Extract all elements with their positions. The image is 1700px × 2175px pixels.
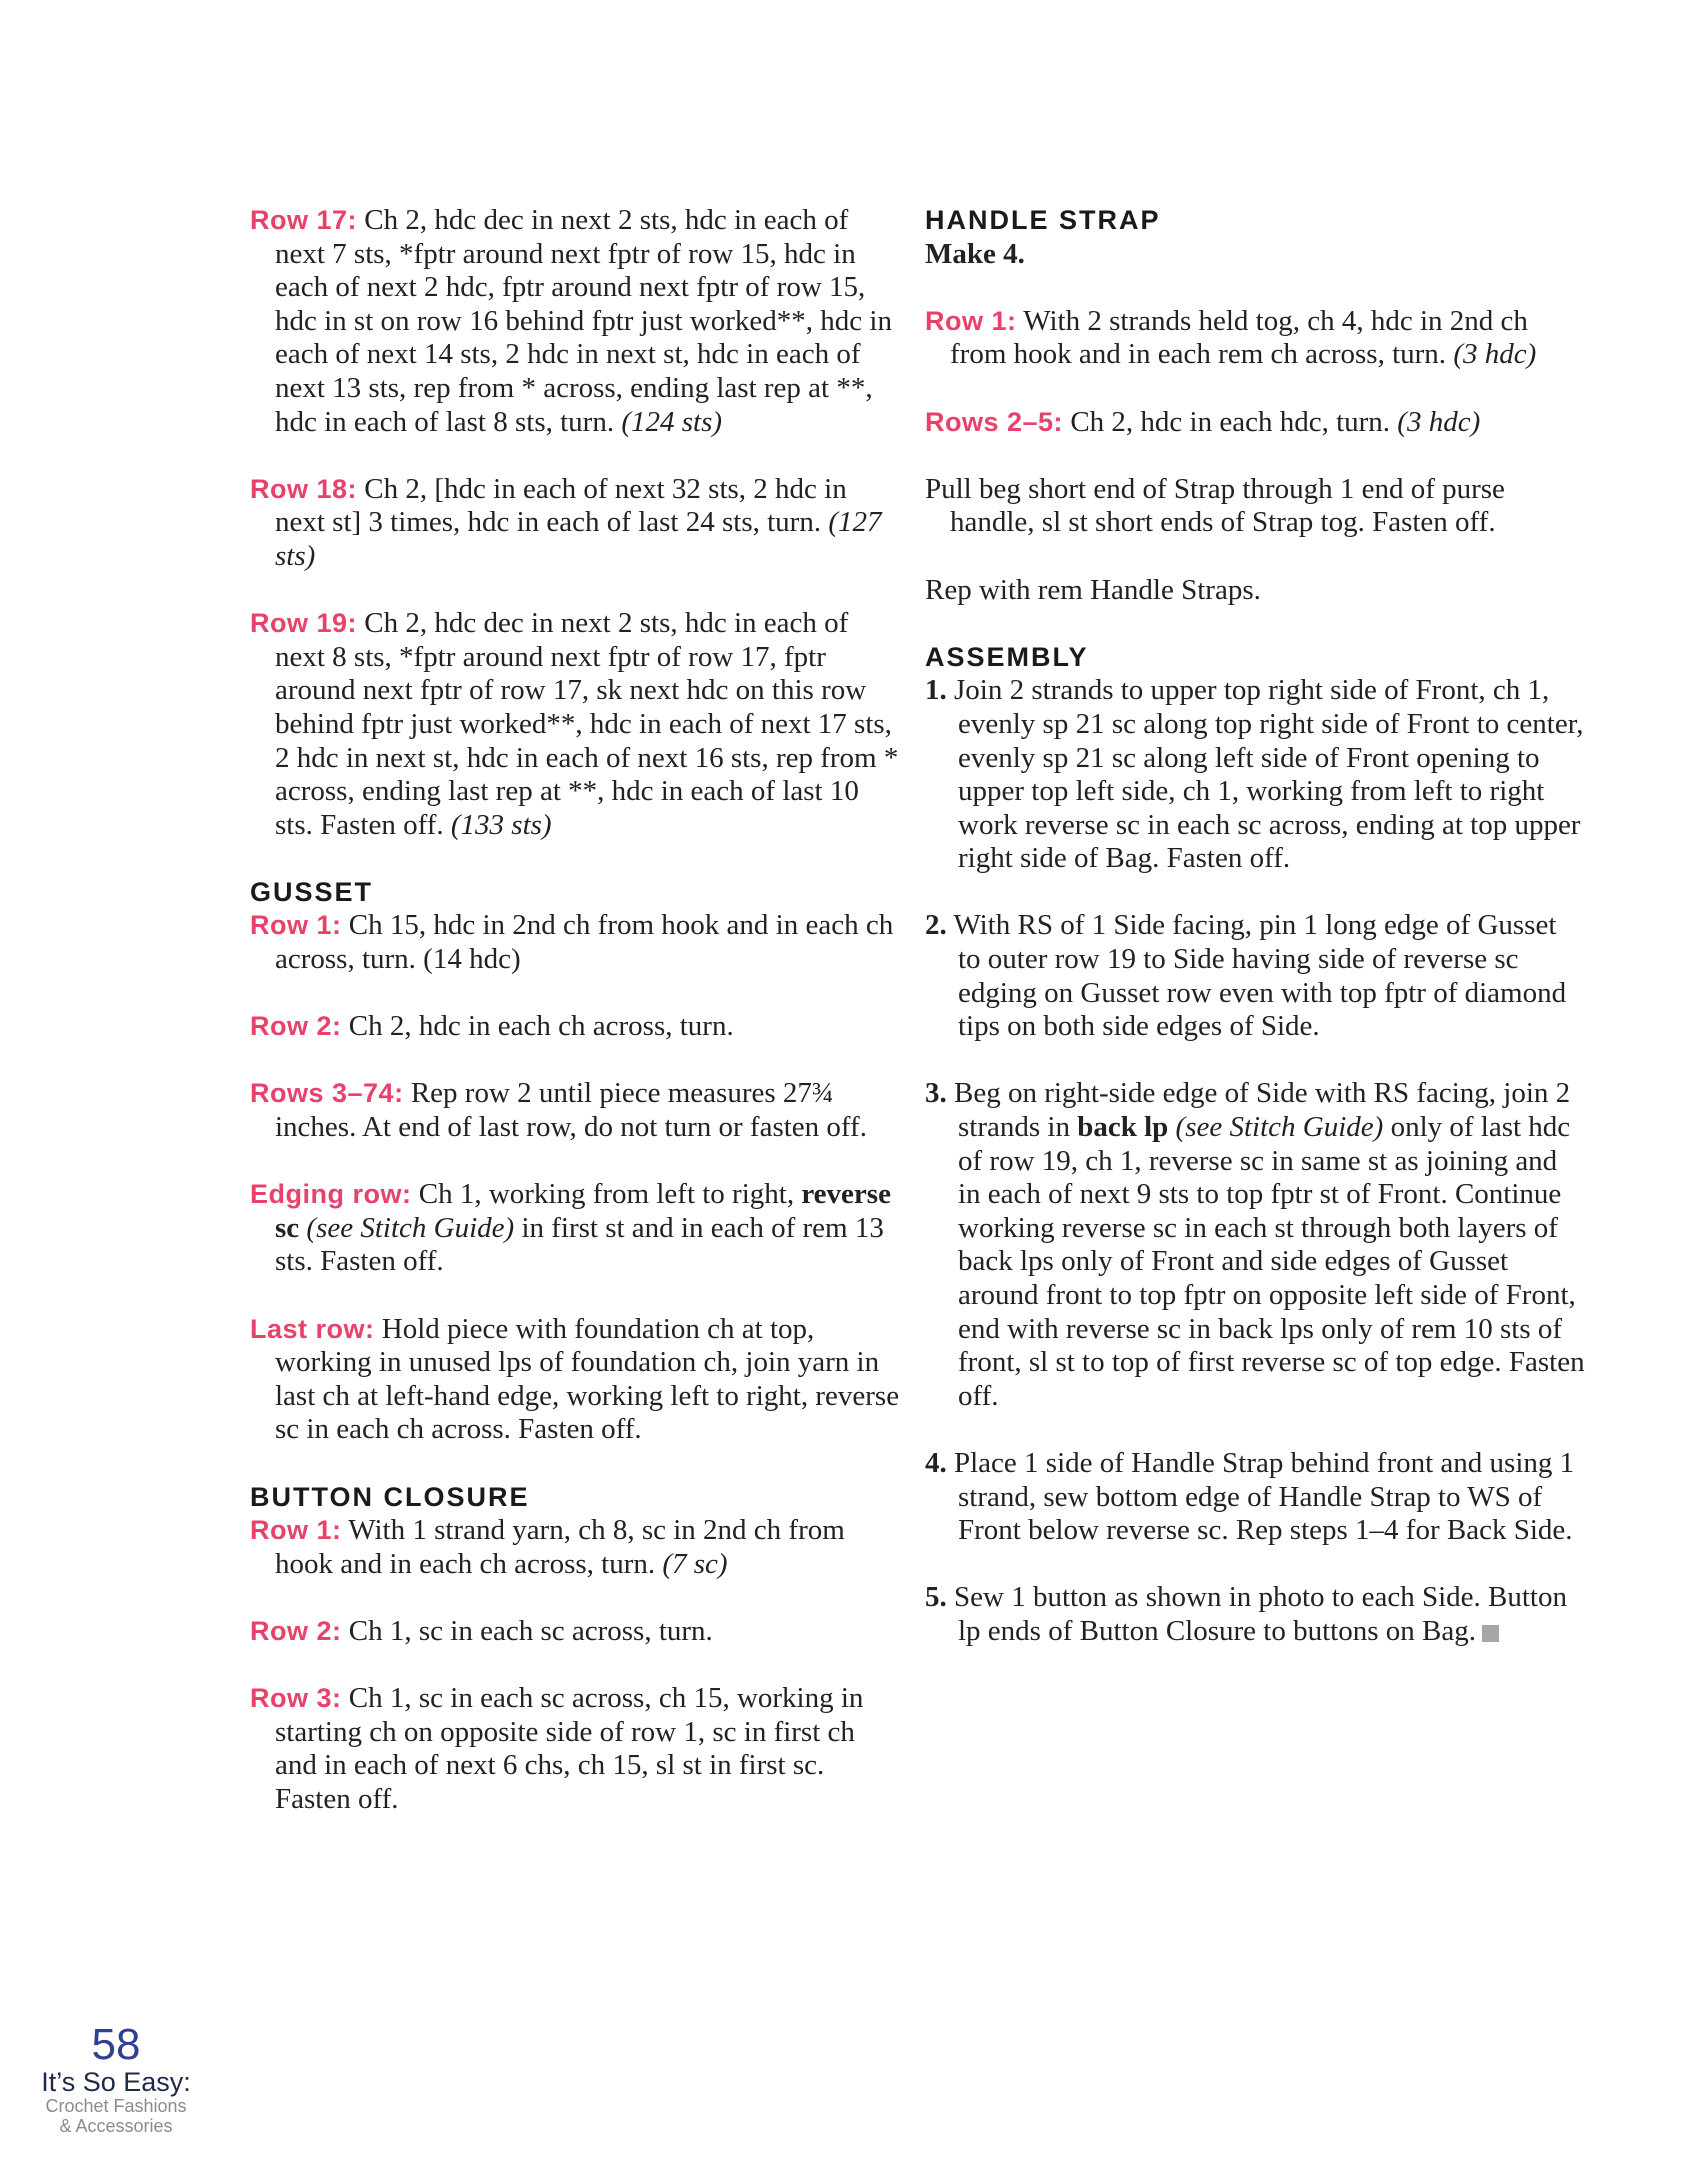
assembly-heading: ASSEMBLY xyxy=(925,641,1089,672)
step-text: With RS of 1 Side facing, pin 1 long edge of Gusset to outer row 19 to Side having side of reverse sc edging on Gusset row even with top fptr of diamond tips on both side edges of Side. xyxy=(946,909,1567,1043)
button-row-3 xyxy=(250,1682,900,1816)
gusset-row-2 xyxy=(250,1010,900,1044)
instruction-text: Ch 1, sc in each sc across, turn. xyxy=(341,1614,713,1647)
step-number: 4. xyxy=(925,1446,947,1479)
row-18-instruction xyxy=(250,473,900,574)
instruction-text: Ch 2, hdc dec in next 2 sts, hdc in each of next 8 sts, *fptr around next fptr of row 17, fptr around next fptr of row 17, sk next hdc on this row behind fptr just worked**, hdc in each of next 17 sts, 2 hdc in next st, hdc in each of next 16 sts, rep from * across, ending last rep at **, hdc in each of last 10 sts. Fasten off. xyxy=(275,607,899,841)
instruction-text: Ch 1, sc in each sc across, ch 15, working in starting ch on opposite side of row 1, sc in first ch and in each of next 6 chs, ch 15, sl st in first sc. Fasten off. xyxy=(275,1682,864,1815)
assembly-step-2 xyxy=(925,909,1585,1043)
instruction-text: Ch 2, hdc in each ch across, turn. xyxy=(341,1010,734,1043)
stitch-guide-ref: (see Stitch Guide) xyxy=(299,1211,515,1244)
instruction-text: Ch 2, hdc dec in next 2 sts, hdc in each of next 7 sts, *fptr around next fptr of row 15, hdc in each of next 2 hdc, fptr around next fptr of row 15, hdc in st on row 16 behind fptr just worked**, hdc in each of next 14 sts, 2 hdc in next st, hdc in each of next 13 sts, rep from * across, ending last rep at **, hdc in each of last 8 sts, turn. xyxy=(275,204,892,438)
stitch-count: (133 sts) xyxy=(450,808,552,841)
instruction-text: Hold piece with foundation ch at top, working in unused lps of foundation ch, join yarn in last ch at left-hand edge, working left to right, reverse sc in each ch across. Fasten off. xyxy=(275,1312,900,1446)
handle-row-1 xyxy=(925,305,1585,372)
instruction-text: Ch 2, hdc in each hdc, turn. xyxy=(1063,405,1398,438)
step-text: Join 2 strands to upper top right side of Front, ch 1, evenly sp 21 sc along top right side of Front to center, evenly sp 21 sc along left side of Front opening to upper top left side, ch 1, working from left to right work reverse sc in each sc across, ending at top upper right side of Bag. Fasten off. xyxy=(946,674,1584,875)
row-17-instruction xyxy=(250,204,900,439)
stitch-count: (3 hdc) xyxy=(1397,405,1481,438)
stitch-guide-ref: (see Stitch Guide) xyxy=(1168,1111,1384,1144)
make-count: Make 4. xyxy=(925,237,1025,270)
instruction-text: Ch 1, working from left to right, xyxy=(411,1178,802,1211)
button-closure-heading: BUTTON CLOSURE xyxy=(250,1481,530,1512)
step-number: 3. xyxy=(925,1077,947,1110)
step-text: Beg on right-side edge of Side with RS facing, join 2 strands in xyxy=(946,1077,1571,1144)
step-number: 1. xyxy=(925,674,947,707)
assembly-step-4 xyxy=(925,1447,1585,1548)
assembly-step-5 xyxy=(925,1581,1585,1648)
handle-pull-instruction: Pull beg short end of Strap through 1 end of purse handle, sl st short ends of Strap tog. Fasten off. xyxy=(925,472,1505,539)
button-row-1 xyxy=(250,1514,900,1581)
row-label: Row 18: xyxy=(250,473,358,504)
left-column xyxy=(250,204,900,1850)
step-number: 5. xyxy=(925,1581,947,1614)
row-label: Last row: xyxy=(250,1313,375,1344)
row-label: Edging row: xyxy=(250,1179,412,1210)
step-text: Sew 1 button as shown in photo to each Side. Button lp ends of Button Closure to buttons on Bag. xyxy=(946,1581,1567,1647)
step-text: only of last hdc of row 19, ch 1, reverse sc in same st as joining and in each of next 9 sts to top fptr st of Front. Continue working reverse sc in each st through both layers of back lps only of Front and side edges of Gusset around front to top fptr on opposite left side of Front, end with reverse sc in back lps only of rem 10 sts of front, sl st to top of first reverse sc of top edge. Fasten off. xyxy=(958,1111,1585,1412)
assembly-step-3 xyxy=(925,1077,1585,1413)
stitch-count: (127 sts) xyxy=(275,506,882,572)
book-subtitle-line-2: & Accessories xyxy=(59,2116,173,2136)
book-title: It’s So Easy: xyxy=(41,2067,191,2097)
stitch-term: back lp xyxy=(1077,1111,1169,1144)
row-label: Row 1: xyxy=(925,305,1017,336)
row-label: Row 1: xyxy=(250,1515,342,1546)
row-label: Row 2: xyxy=(250,1615,342,1646)
row-label: Rows 2–5: xyxy=(925,406,1064,437)
gusset-row-1 xyxy=(250,909,900,976)
row-label: Row 1: xyxy=(250,910,342,941)
assembly-step-1 xyxy=(925,674,1585,876)
row-label: Row 17: xyxy=(250,205,358,235)
instruction-text: Rep row 2 until piece measures 27¾ inches. At end of last row, do not turn or fasten off. xyxy=(275,1077,867,1144)
instruction-text: Ch 2, [hdc in each of next 32 sts, 2 hdc in next st] 3 times, hdc in each of last 24 sts, turn. xyxy=(275,472,847,539)
stitch-count: (3 hdc) xyxy=(1453,338,1537,371)
step-text: Place 1 side of Handle Strap behind front and using 1 strand, sew bottom edge of Handle Strap to WS of Front below reverse sc. Rep steps 1–4 for Back Side. xyxy=(946,1446,1575,1547)
instruction-text: With 1 strand yarn, ch 8, sc in 2nd ch from hook and in each ch across, turn. xyxy=(275,1514,845,1580)
page-number: 58 xyxy=(91,2020,141,2069)
page-footer xyxy=(36,2022,196,2136)
stitch-term: reverse sc xyxy=(275,1178,891,1244)
handle-rows-2-5 xyxy=(925,406,1585,440)
gusset-last-row xyxy=(250,1313,900,1447)
gusset-rows-3-74 xyxy=(250,1077,900,1144)
instruction-text: With 2 strands held tog, ch 4, hdc in 2nd ch from hook and in each rem ch across, turn. xyxy=(950,304,1528,371)
stitch-count: (7 sc) xyxy=(662,1547,728,1580)
row-label: Row 3: xyxy=(250,1683,342,1714)
row-label: Rows 3–74: xyxy=(250,1078,404,1109)
gusset-heading: GUSSET xyxy=(250,876,374,907)
row-label: Row 2: xyxy=(250,1011,342,1042)
step-number: 2. xyxy=(925,909,947,942)
book-subtitle-line-1: Crochet Fashions xyxy=(45,2096,187,2116)
button-row-2 xyxy=(250,1615,900,1649)
handle-repeat-instruction: Rep with rem Handle Straps. xyxy=(925,573,1261,606)
gusset-edging-row xyxy=(250,1178,900,1279)
right-column xyxy=(925,204,1585,1682)
row-19-instruction xyxy=(250,607,900,842)
end-of-pattern-square-icon xyxy=(1482,1625,1499,1642)
handle-strap-heading: HANDLE STRAP xyxy=(925,205,1161,235)
stitch-count: (124 sts) xyxy=(621,405,723,438)
instruction-text: Ch 15, hdc in 2nd ch from hook and in each ch across, turn. (14 hdc) xyxy=(275,909,894,976)
instruction-text: in first st and in each of rem 13 sts. Fasten off. xyxy=(275,1211,884,1278)
row-label: Row 19: xyxy=(250,608,358,639)
